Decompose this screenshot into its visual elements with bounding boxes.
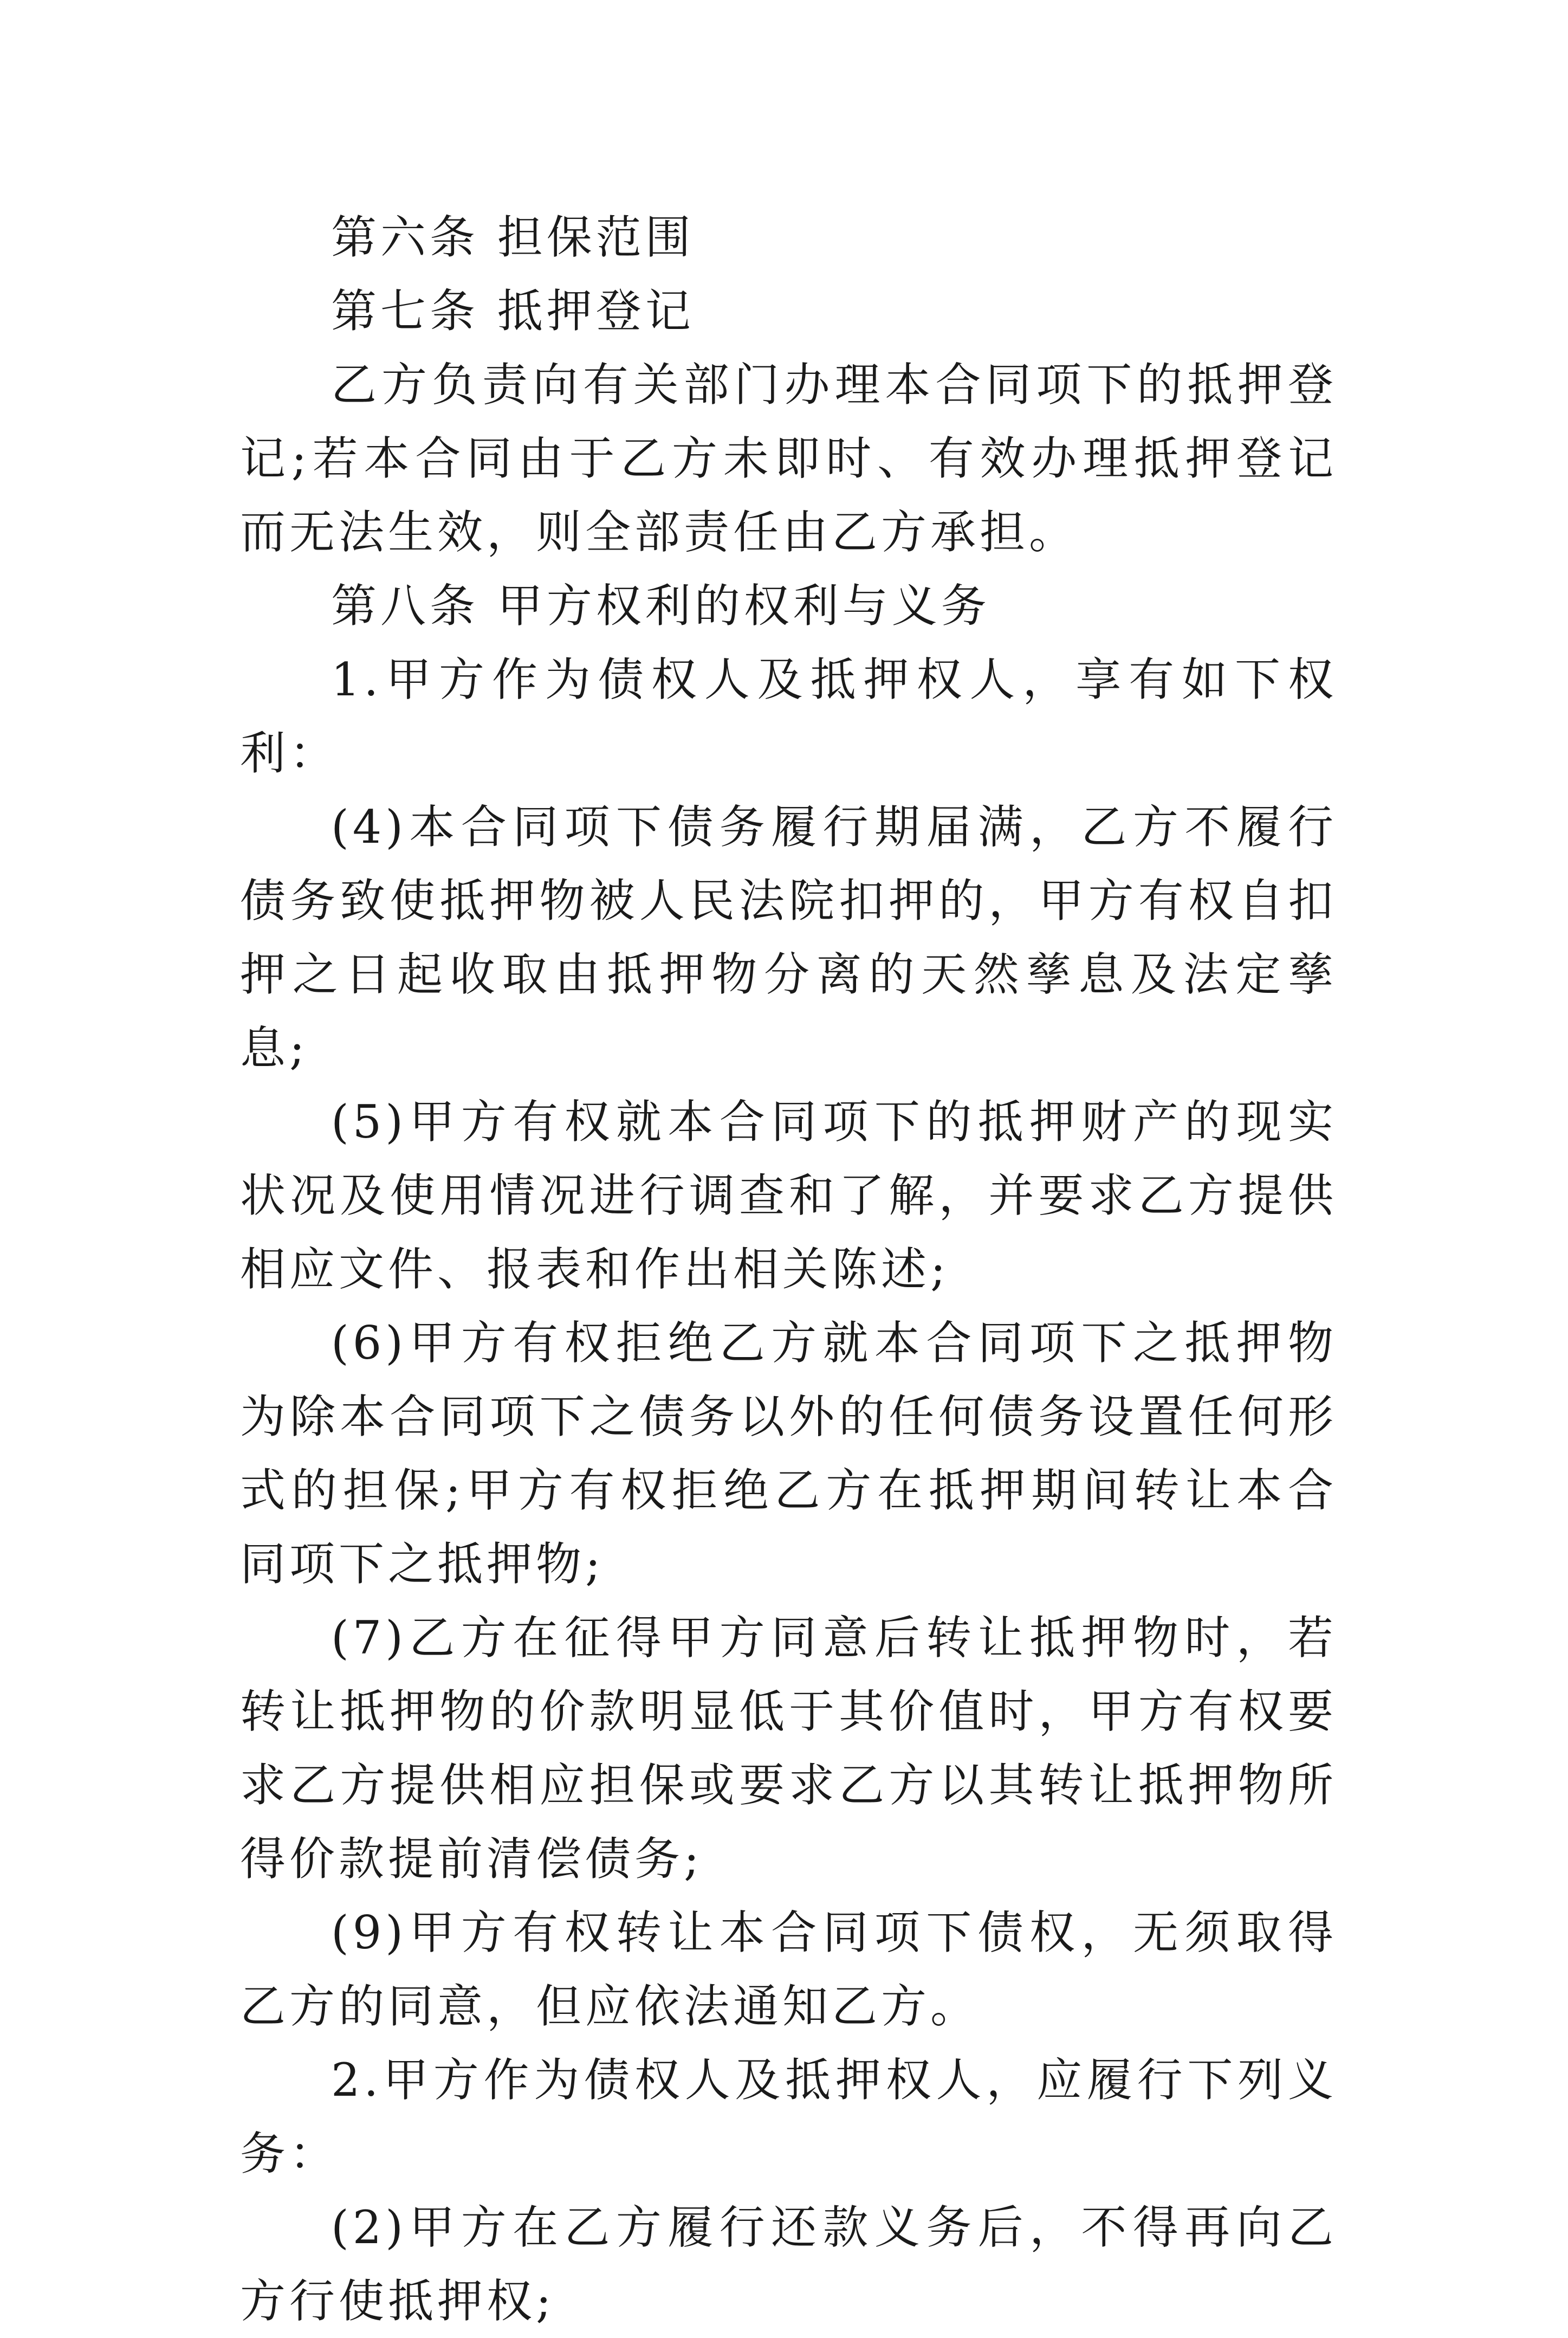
right-item-4: (4)本合同项下债务履行期届满，乙方不履行债务致使抵押物被人民法院扣押的，甲方有权自扣押之日起收取由抵押物分离的天然孳息及法定孳息; (240, 800, 1337, 1075)
article-8-heading: 第八条 甲方权利的权利与义务 (331, 579, 990, 632)
right-item-7: (7)乙方在征得甲方同意后转让抵押物时，若转让抵押物的价款明显低于其价值时，甲方有权要求乙方提供相应担保或要求乙方以其转让抵押物所得价款提前清偿债务; (240, 1611, 1337, 1885)
right-item-9: (9)甲方有权转让本合同项下债权，无须取得乙方的同意，但应依法通知乙方。 (240, 1906, 1337, 2033)
obligations-intro-paragraph: 2.甲方作为债权人及抵押权人，应履行下列义务： (240, 2053, 1337, 2180)
article-7-heading: 第七条 抵押登记 (331, 285, 695, 338)
rights-intro-paragraph: 1.甲方作为债权人及抵押权人，享有如下权利： (240, 653, 1337, 780)
article-7-paragraph: 乙方负责向有关部门办理本合同项下的抵押登记;若本合同由于乙方未即时、有效办理抵押登记而无法生效，则全部责任由乙方承担。 (240, 358, 1337, 559)
right-item-6: (6)甲方有权拒绝乙方就本合同项下之抵押物为除本合同项下之债务以外的任何债务设置任何形式的担保;甲方有权拒绝乙方在抵押期间转让本合同项下之抵押物; (240, 1316, 1337, 1591)
document-body (240, 201, 1337, 2338)
right-item-5: (5)甲方有权就本合同项下的抵押财产的现实状况及使用情况进行调查和了解，并要求乙方提供相应文件、报表和作出相关陈述; (240, 1095, 1337, 1296)
obligation-item-2: (2)甲方在乙方履行还款义务后，不得再向乙方行使抵押权; (240, 2201, 1337, 2328)
article-6-heading: 第六条 担保范围 (331, 211, 695, 264)
